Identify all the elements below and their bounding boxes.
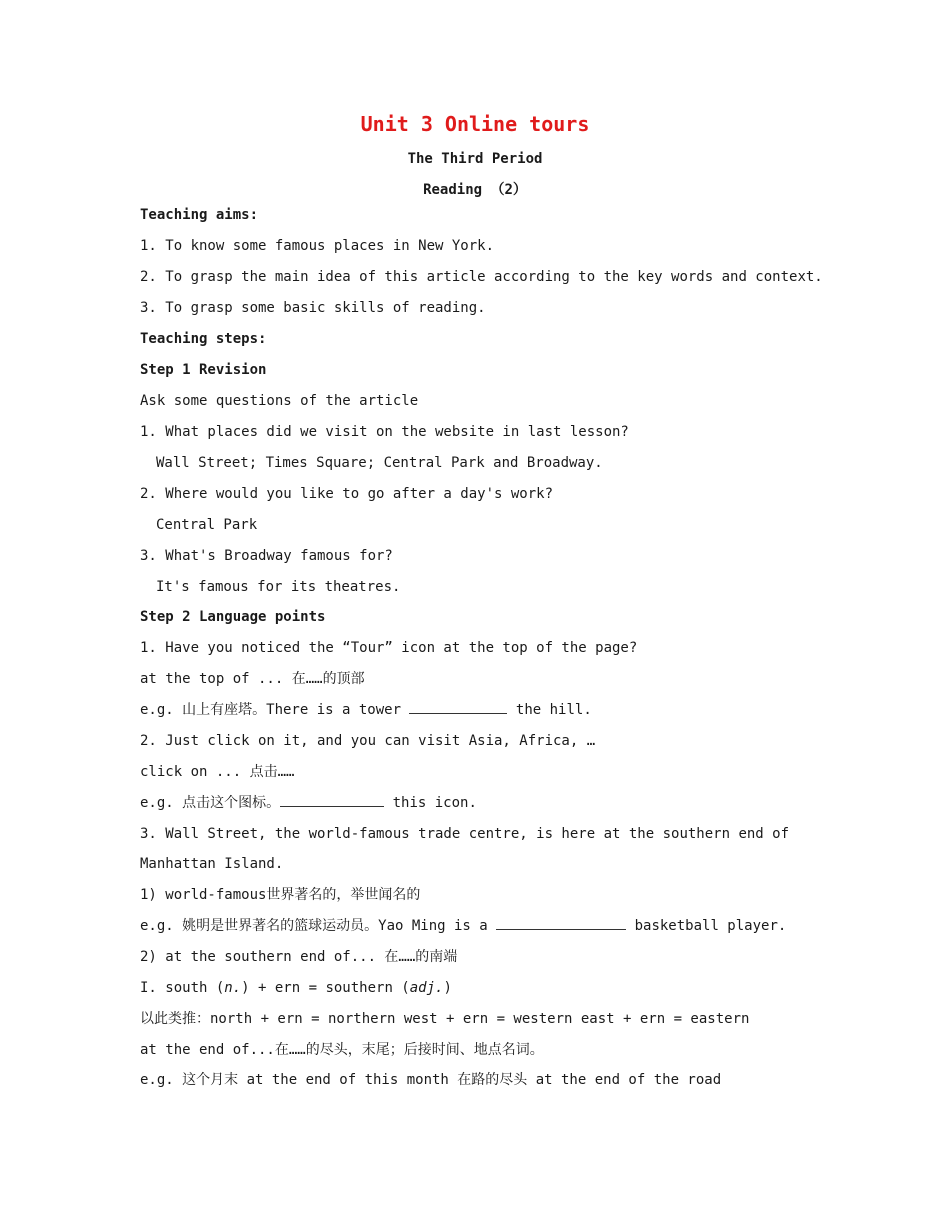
point-2-phrase: click on ... 点击…… — [140, 764, 295, 780]
unit-title: Unit 3 Online tours — [360, 112, 590, 136]
formation-text: ) + ern = southern ( — [241, 980, 410, 996]
answer-1: Wall Street; Times Square; Central Park and Broadway. — [156, 455, 603, 471]
aims-heading: Teaching aims: — [140, 207, 259, 223]
question-2: 2. Where would you like to go after a day's work? — [140, 486, 554, 502]
point-2-example — [140, 794, 477, 812]
end-of-example: e.g. 这个月末 at the end of this month 在路的尽头 at the end of the road — [140, 1072, 722, 1088]
step1-heading: Step 1 Revision — [140, 362, 267, 378]
analogy-line: 以此类推：north + ern = northern west + ern = western east + ern = eastern — [140, 1011, 750, 1027]
point-3-sub-2: 2) at the southern end of... 在……的南端 — [140, 949, 458, 965]
point-1: 1. Have you noticed the “Tour” icon at the top of the page? — [140, 640, 638, 656]
fill-blank[interactable] — [280, 794, 384, 807]
example-text: e.g. 点击这个图标。 — [140, 795, 281, 811]
lesson-subtitle: Reading （2） — [423, 182, 527, 198]
formation-text: I. south ( — [140, 980, 225, 996]
part-of-speech: n. — [224, 980, 242, 996]
aim-item: 1. To know some famous places in New York. — [140, 238, 495, 254]
point-3-cont: Manhattan Island. — [140, 856, 284, 872]
example-text: e.g. 姚明是世界著名的篮球运动员。Yao Ming is a — [140, 918, 488, 934]
point-3-sub-1-example — [140, 917, 786, 935]
point-1-phrase: at the top of ... 在……的顶部 — [140, 671, 365, 687]
answer-2: Central Park — [156, 517, 258, 533]
step1-intro: Ask some questions of the article — [140, 393, 419, 409]
period-subtitle: The Third Period — [407, 151, 543, 167]
point-2: 2. Just click on it, and you can visit Asia, Africa, … — [140, 733, 596, 749]
point-3-sub-1: 1) world-famous世界著名的，举世闻名的 — [140, 887, 421, 903]
point-3: 3. Wall Street, the world-famous trade centre, is here at the southern end of — [140, 826, 790, 842]
point-1-example — [140, 701, 592, 719]
step2-heading: Step 2 Language points — [140, 609, 326, 625]
aim-item: 2. To grasp the main idea of this article according to the key words and context. — [140, 269, 823, 285]
answer-3: It's famous for its theatres. — [156, 579, 401, 595]
question-1: 1. What places did we visit on the website in last lesson? — [140, 424, 629, 440]
part-of-speech: adj. — [409, 980, 444, 996]
example-text: e.g. 山上有座塔。There is a tower — [140, 702, 402, 718]
example-text: this icon. — [392, 795, 477, 811]
aim-item: 3. To grasp some basic skills of reading. — [140, 300, 486, 316]
question-3: 3. What's Broadway famous for? — [140, 548, 393, 564]
steps-heading: Teaching steps: — [140, 331, 267, 347]
example-text: the hill. — [515, 702, 592, 718]
formation-text: ) — [443, 980, 452, 996]
fill-blank[interactable] — [496, 917, 626, 930]
end-of-phrase: at the end of...在……的尽头，末尾；后接时间、地点名词。 — [140, 1042, 544, 1058]
fill-blank[interactable] — [409, 701, 507, 714]
word-formation — [140, 979, 452, 997]
example-text: basketball player. — [634, 918, 787, 934]
